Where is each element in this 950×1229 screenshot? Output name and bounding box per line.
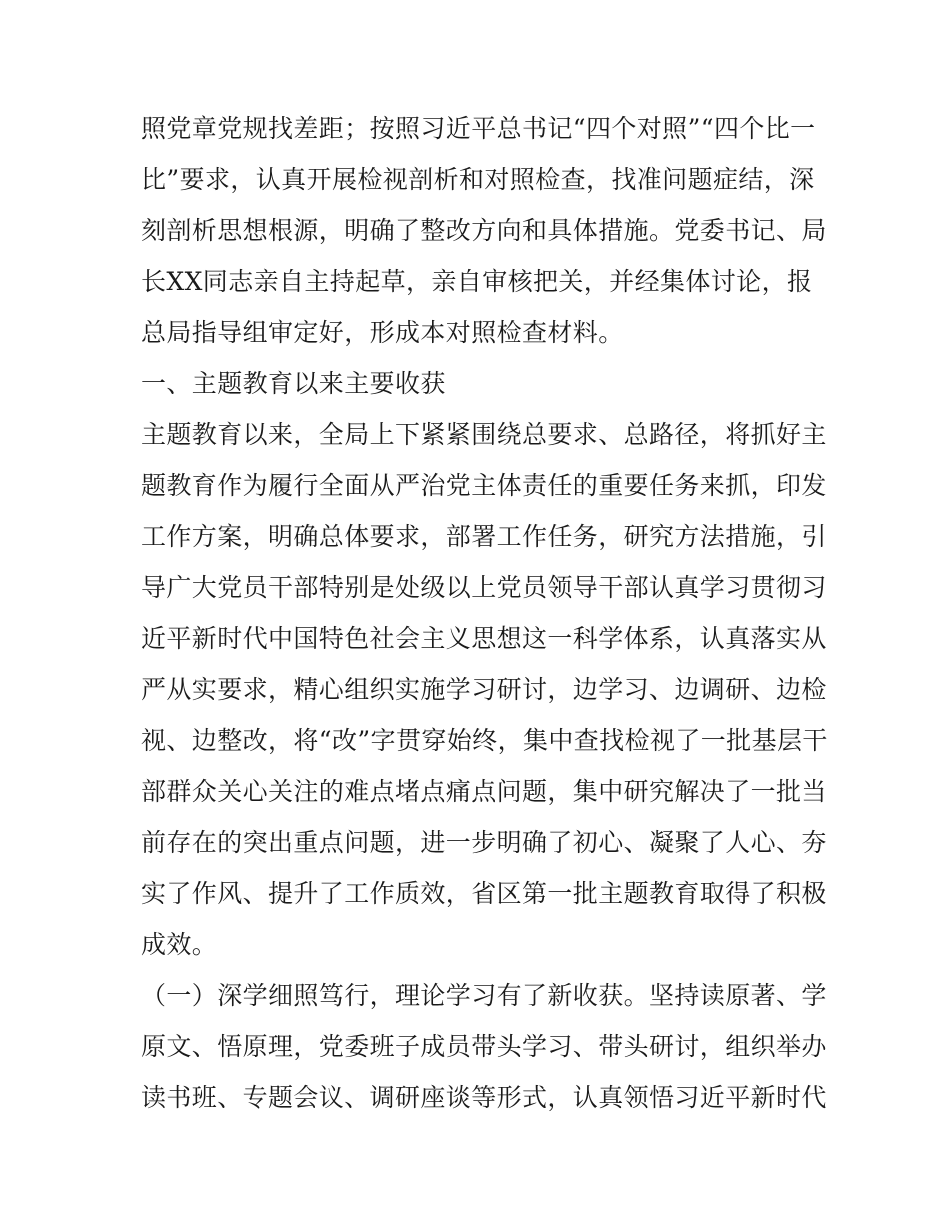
text-line: 部群众关心关注的难点堵点痛点问题，集中研究解决了一批当	[141, 777, 827, 806]
text-line: 近平新时代中国特色社会主义思想这一科学体系，认真落实从	[141, 624, 827, 653]
text-line: 视、边整改，将“改”字贯穿始终，集中查找检视了一批基层干	[141, 726, 828, 755]
text-line: 成效。	[141, 930, 218, 959]
subsection-heading-line: （一）深学细照笃行，理论学习有了新收获。坚持读原著、学	[141, 981, 827, 1010]
text-line: 读书班、专题会议、调研座谈等形式，认真领悟习近平新时代	[141, 1083, 827, 1112]
text-line: 长XX同志亲自主持起草，亲自审核把关，并经集体讨论，报	[141, 267, 813, 296]
text-line: 实了作风、提升了工作质效，省区第一批主题教育取得了积极	[141, 879, 827, 908]
text-line: 刻剖析思想根源，明确了整改方向和具体措施。党委书记、局	[141, 216, 827, 245]
text-line: 原文、悟原理，党委班子成员带头学习、带头研讨，组织举办	[141, 1032, 827, 1061]
text-line: 严从实要求，精心组织实施学习研讨，边学习、边调研、边检	[141, 675, 827, 704]
text-line: 比”要求，认真开展检视剖析和对照检查，找准问题症结，深	[141, 165, 815, 194]
text-line: 题教育作为履行全面从严治党主体责任的重要任务来抓，印发	[141, 471, 827, 500]
section-heading: 一、主题教育以来主要收获	[141, 369, 446, 398]
text-line: 主题教育以来，全局上下紧紧围绕总要求、总路径，将抓好主	[141, 420, 827, 449]
text-line: 前存在的突出重点问题，进一步明确了初心、凝聚了人心、夯	[141, 828, 827, 857]
text-line: 照党章党规找差距；按照习近平总书记“四个对照”“四个比一	[141, 114, 816, 143]
text-line: 总局指导组审定好，形成本对照检查材料。	[141, 318, 624, 347]
text-line: 导广大党员干部特别是处级以上党员领导干部认真学习贯彻习	[141, 573, 827, 602]
text-line: 工作方案，明确总体要求，部署工作任务，研究方法措施，引	[141, 522, 827, 551]
